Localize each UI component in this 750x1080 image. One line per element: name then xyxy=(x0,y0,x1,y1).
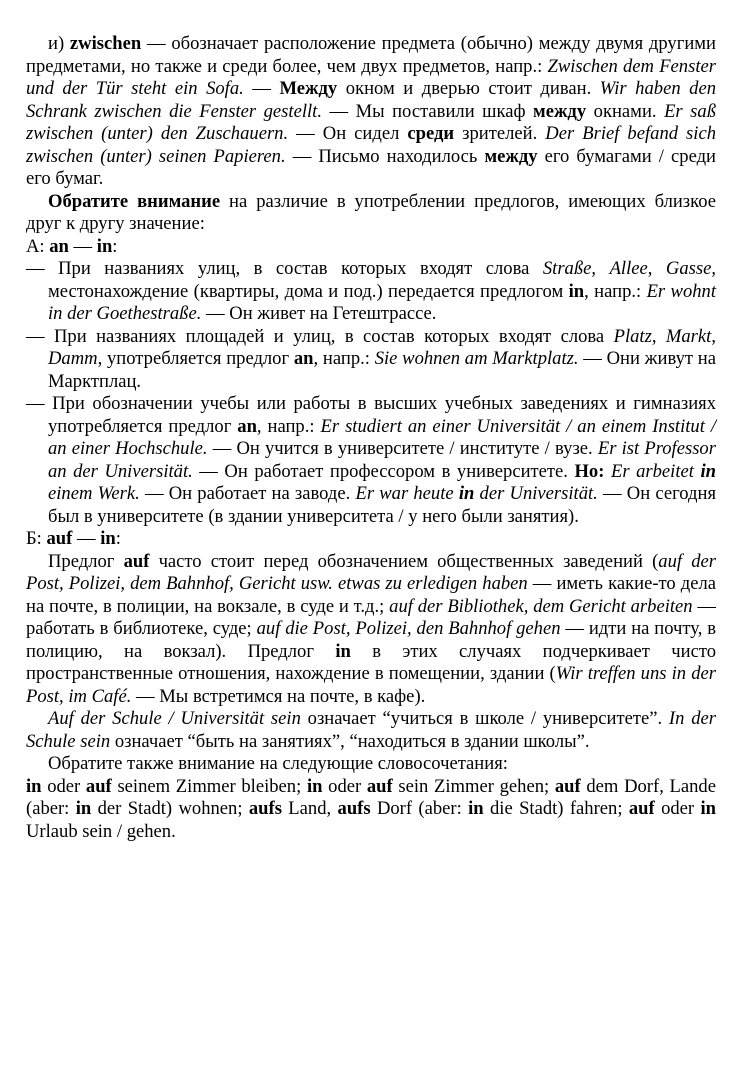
paragraph-combos xyxy=(26,776,716,844)
text-run: : xyxy=(112,235,118,257)
paragraph-zwischen xyxy=(26,33,716,191)
text-run: , напр.: xyxy=(313,348,375,369)
text-run: — Мы встретимся на почте, в кафе). xyxy=(131,685,426,707)
text-run: зрителей. xyxy=(454,123,546,144)
text-run: , xyxy=(651,325,666,347)
italic-example: In der Schule sein xyxy=(26,708,716,752)
text-run: , xyxy=(591,258,610,279)
text-run: окном и дверью стоит диван. xyxy=(337,78,600,99)
italic-example: Er arbeitet xyxy=(610,460,701,482)
bold-term: in xyxy=(96,235,113,257)
text-run: oder xyxy=(41,775,86,797)
bold-italic-term: in xyxy=(458,483,475,504)
bold-term: auf xyxy=(554,775,581,797)
text-run: и) xyxy=(48,33,70,54)
text-run: sein Zimmer gehen; xyxy=(392,775,555,797)
text-run: означает “быть на занятиях”, “находиться в здании школы”. xyxy=(110,730,590,752)
paragraph-attention xyxy=(26,191,716,236)
text-run: — работать в библиотеке, суде; xyxy=(26,595,717,639)
italic-example: Wir treffen uns in der Post, im Café. xyxy=(26,663,716,707)
bold-term: in xyxy=(100,528,116,549)
text-run: — При названиях площадей и улиц, в состав которых входят слова xyxy=(26,325,614,347)
bold-term: auf xyxy=(46,528,73,549)
paragraph-also xyxy=(26,753,716,776)
bold-term: an xyxy=(237,415,257,437)
italic-example: Er wohnt in der Goethestraße. xyxy=(48,280,717,324)
bold-term: in xyxy=(26,775,42,797)
text-run: — xyxy=(243,78,280,99)
italic-example: der Universität. xyxy=(474,483,598,504)
bold-term: zwischen xyxy=(69,33,142,54)
text-run: , местонахождение (квартиры, дома и под.) передается предлогом xyxy=(48,258,717,302)
paragraph-b2 xyxy=(26,708,716,753)
italic-example: Gasse xyxy=(665,258,712,279)
text-run: seinem Zimmer bleiben; xyxy=(111,775,307,797)
italic-example: Allee xyxy=(609,258,648,279)
text-run: — Он работает профессором в университете. xyxy=(192,460,575,482)
bold-term: in xyxy=(700,798,716,819)
italic-example: Platz xyxy=(613,325,652,347)
bold-term: среди xyxy=(407,123,455,144)
paragraph-header-b xyxy=(26,528,716,551)
italic-example: Zwischen dem Fenster und der Tür steht ein Sofa. xyxy=(26,55,716,99)
bold-term: aufs xyxy=(248,798,282,819)
italic-example: Er ist Professor an der Universität. xyxy=(48,438,716,482)
bold-term: aufs xyxy=(337,798,371,819)
text-run: — Он учится в университете / институте / вузе. xyxy=(207,438,598,459)
text-run: Предлог xyxy=(48,550,124,572)
text-run: , напр.: xyxy=(256,415,321,437)
italic-example: auf der Bibliothek, dem Gericht arbeiten xyxy=(389,595,693,617)
bold-term: in xyxy=(468,798,484,819)
italic-example: Markt xyxy=(665,325,712,347)
text-run: — Письмо находилось xyxy=(285,145,485,167)
text-run: его бумагами / среди его бумаг. xyxy=(26,145,716,189)
text-run: Б: xyxy=(26,528,47,549)
text-run: — Он сидел xyxy=(288,123,408,144)
bold-term: in xyxy=(75,798,92,819)
italic-example: Er saß zwischen (unter) den Zuschauern. xyxy=(26,100,716,144)
text-run: Urlaub sein / gehen. xyxy=(26,820,176,842)
paragraph-b1 xyxy=(26,551,716,709)
bold-term: между xyxy=(533,100,587,122)
italic-example: Sie wohnen am Marktplatz. xyxy=(374,348,579,369)
italic-example: auf der Post, Polizei, dem Bahnhof, Gericht usw. etwas zu erledigen haben xyxy=(26,550,716,594)
text-run: , напр.: xyxy=(584,280,647,302)
bold-term: auf xyxy=(85,775,112,797)
bold-term: in xyxy=(306,775,323,797)
text-run: — При обозначении учебы или работы в высших учебных заведениях и гимназиях употребляется предлог xyxy=(26,393,716,437)
bold-term: Между xyxy=(279,78,338,99)
bold-term: an xyxy=(49,235,69,257)
bold-term: auf xyxy=(366,775,393,797)
text-run: — Мы поставили шкаф xyxy=(321,100,534,122)
text-run: — Он живет на Гетештрассе. xyxy=(201,303,437,324)
text-run: Dorf (aber: xyxy=(370,798,469,819)
text-run: , xyxy=(647,258,666,279)
text-run: означает “учиться в школе / университете”. xyxy=(300,708,669,729)
paragraph-a3 xyxy=(26,393,716,528)
italic-example: Wir haben den Schrank zwischen die Fenster gestellt. xyxy=(26,78,717,122)
paragraph-header-a xyxy=(26,236,716,259)
italic-example: Damm xyxy=(48,348,98,369)
bold-term: auf xyxy=(123,550,150,572)
bold-italic-term: in xyxy=(700,460,716,482)
text-run: oder xyxy=(322,775,367,797)
text-run: die Stadt) fahren; xyxy=(483,798,629,819)
text-run: — xyxy=(72,528,101,549)
text-run: — идти на почту, в полицию, на вокзал). Предлог xyxy=(26,618,716,662)
text-run: часто стоит перед обозначением общественных заведений ( xyxy=(149,550,659,572)
italic-example: Er studiert an einer Universität / an einem Institut / an einer Hochschule. xyxy=(48,415,717,459)
text-run: окнами. xyxy=(586,100,665,122)
text-run: — При названиях улиц, в состав которых входят слова xyxy=(26,258,543,279)
text-run: dem Dorf, Lande (aber: xyxy=(26,775,716,819)
italic-example: Er war heute xyxy=(355,483,459,504)
italic-example: einem Werk. xyxy=(48,483,140,504)
text-run: Обратите также внимание на следующие словосочетания: xyxy=(48,753,508,774)
text-run: — иметь какие-то дела на почте, в полиции, на вокзале, в суде и т.д.; xyxy=(26,573,717,617)
italic-example: auf die Post, Polizei, den Bahnhof gehen xyxy=(256,618,561,639)
text-run: на различие в употреблении предлогов, имеющих близкое друг к другу значение: xyxy=(26,190,717,234)
text-run: oder xyxy=(654,798,701,819)
bold-term: in xyxy=(568,280,585,302)
paragraph-a2 xyxy=(26,326,716,394)
bold-term: an xyxy=(293,348,314,369)
bold-term: Но: xyxy=(574,460,605,482)
text-run: — xyxy=(68,235,97,257)
paragraph-a1 xyxy=(26,258,716,326)
text-run: А: xyxy=(26,235,50,257)
text-run: der Stadt) wohnen; xyxy=(91,798,249,819)
bold-term: in xyxy=(335,640,351,662)
text-run: : xyxy=(115,528,121,549)
text-run: , употребляется предлог xyxy=(97,348,294,369)
text-run: — обозначает расположение предмета (обычно) между двумя другими предметами, но также и среди более, чем двух предметов, напр.: xyxy=(26,33,716,77)
text-run: — Он работает на заводе. xyxy=(139,483,356,504)
page-text xyxy=(26,33,716,843)
text-run: — Он сегодня был в университете (в здании университета / у него были занятия). xyxy=(48,483,716,527)
text-run: — Они живут на Марктплац. xyxy=(48,348,717,392)
bold-term: auf xyxy=(628,798,655,819)
bold-term: Обратите внимание xyxy=(48,190,221,212)
text-run: в этих случаях подчеркивает чисто пространственные отношения, нахождение в помещении, здании ( xyxy=(26,640,716,684)
text-run: , xyxy=(711,325,716,347)
text-run: Land, xyxy=(281,798,338,819)
italic-example: Der Brief befand sich zwischen (unter) seinen Papieren. xyxy=(26,123,717,167)
italic-example: Straße xyxy=(542,258,592,279)
italic-example: Auf der Schule / Universität sein xyxy=(48,708,301,729)
bold-term: между xyxy=(484,145,538,167)
